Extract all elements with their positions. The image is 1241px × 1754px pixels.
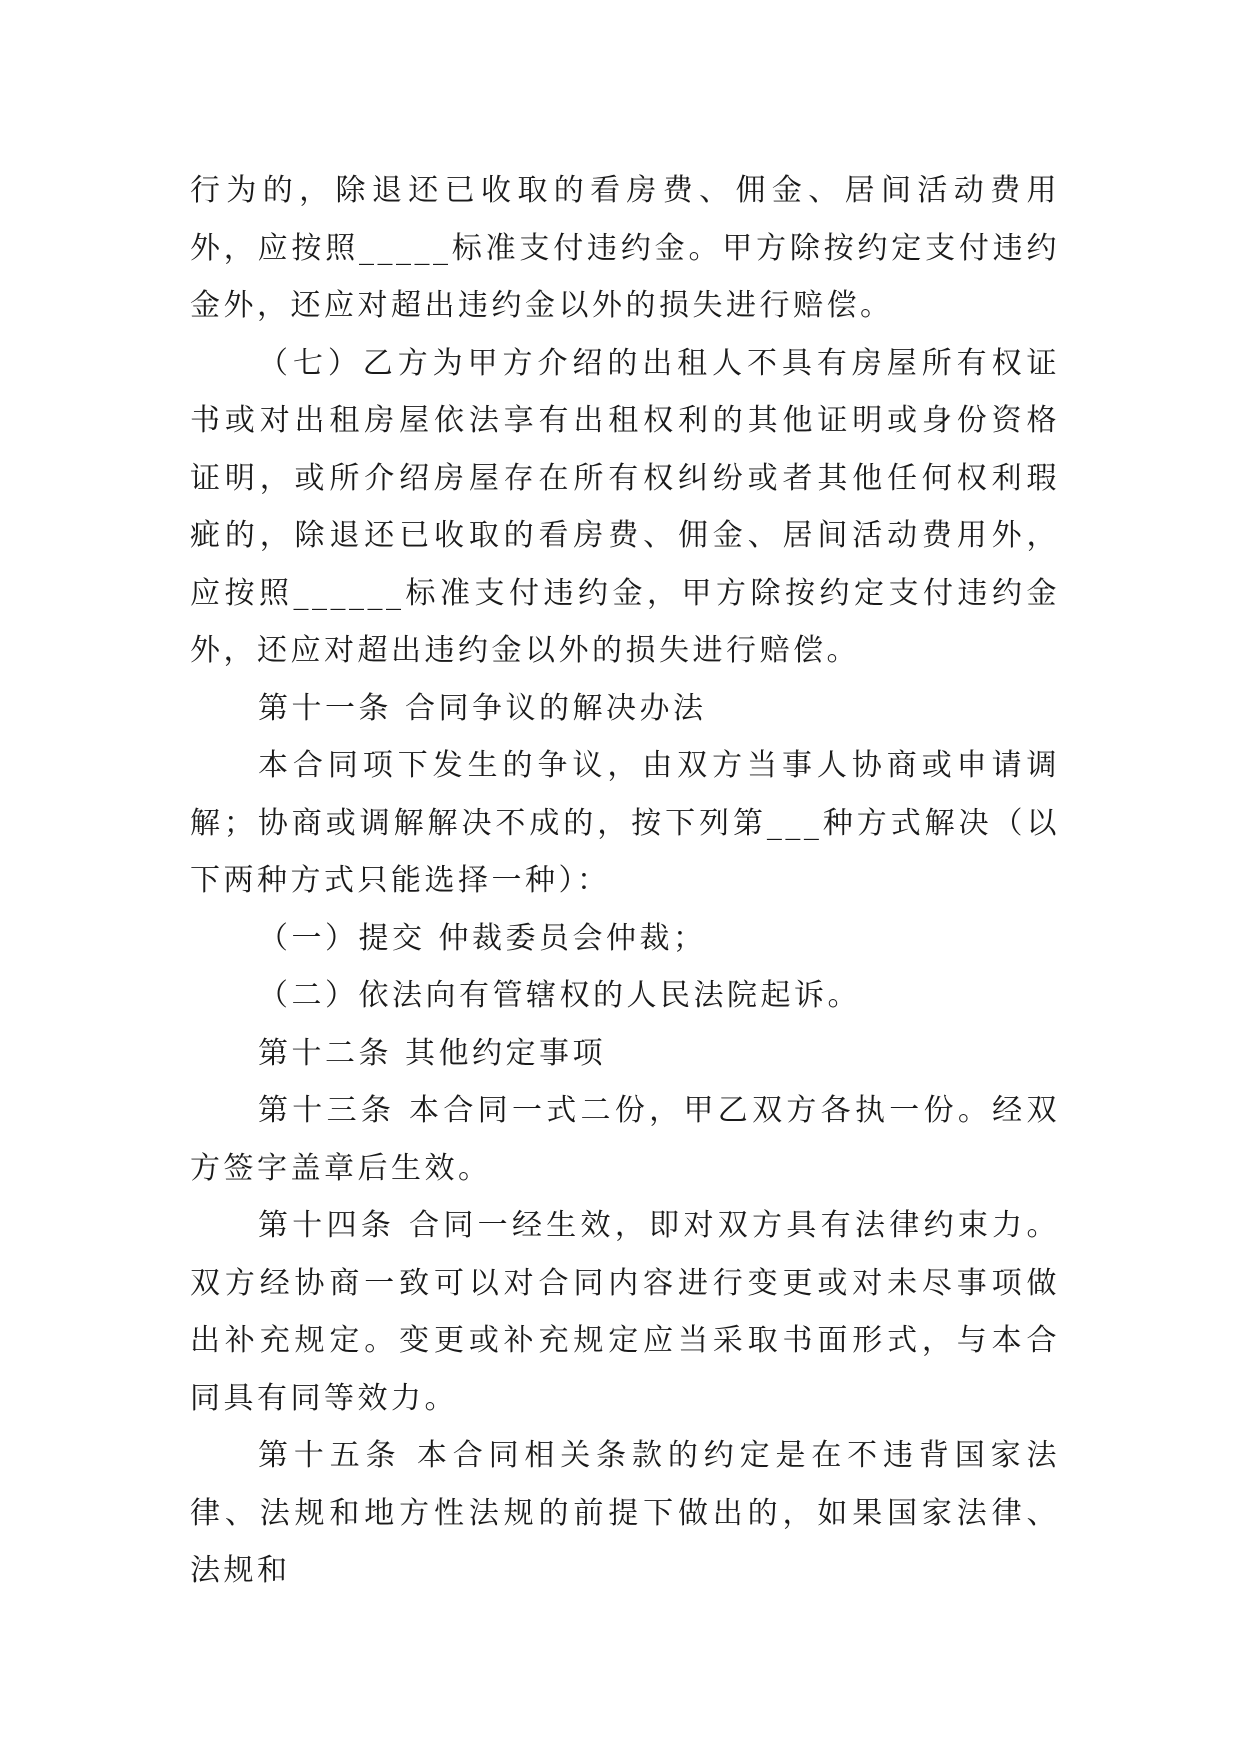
paragraph-clause-7: （七）乙方为甲方介绍的出租人不具有房屋所有权证书或对出租房屋依法享有出租权利的其他证明或身份资格证明，或所介绍房屋存在所有权纠纷或者其他任何权利瑕疵的，除退还已收取的看房费、佣金、居间活动费用外，应按照______标准支付违约金，甲方除按约定支付违约金外，还应对超出违约金以外的损失进行赔偿。 <box>190 345 1060 668</box>
paragraph-dispute-resolution: 本合同项下发生的争议，由双方当事人协商或申请调解；协商或调解解决不成的，按下列第___种方式解决（以下两种方式只能选择一种）： <box>190 748 1060 898</box>
article-11-heading: 第十一条 合同争议的解决办法 <box>258 690 707 726</box>
article-14: 第十四条 合同一经生效，即对双方具有法律约束力。双方经协商一致可以对合同内容进行变更或对未尽事项做出补充规定。变更或补充规定应当采取书面形式，与本合同具有同等效力。 <box>190 1208 1060 1416</box>
article-12-heading: 第十二条 其他约定事项 <box>258 1035 607 1071</box>
document-body <box>190 162 1060 1600</box>
option-arbitration: （一）提交 仲裁委员会仲裁； <box>258 920 707 956</box>
article-15: 第十五条 本合同相关条款的约定是在不违背国家法律、法规和地方性法规的前提下做出的，如果国家法律、法规和 <box>190 1438 1060 1588</box>
article-13: 第十三条 本合同一式二份，甲乙双方各执一份。经双方签字盖章后生效。 <box>190 1093 1060 1186</box>
option-litigation: （二）依法向有管辖权的人民法院起诉。 <box>258 978 861 1013</box>
paragraph-penalty-continuation: 行为的，除退还已收取的看房费、佣金、居间活动费用外，应按照_____标准支付违约金。甲方除按约定支付违约金外，还应对超出违约金以外的损失进行赔偿。 <box>190 173 1060 323</box>
